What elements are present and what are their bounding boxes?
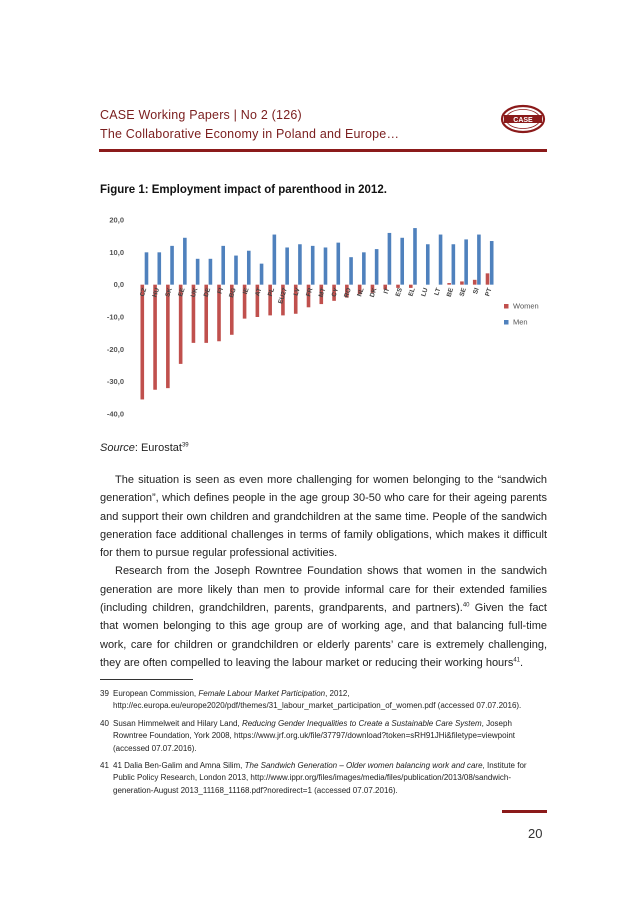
footnote-40: [100, 718, 547, 755]
category-label: RO: [343, 287, 353, 299]
footnote-title: Reducing Gender Inequalities to Create a Sustainable Care System: [241, 718, 482, 728]
bar-men-cy: [336, 243, 340, 285]
footnote-post: , Joseph Rowntree Foundation, York 2008, https://www.jrf.org.uk/file/37797/download?token=sRH91JHi&filetype=viewpoint (accessed 07.07.2016).: [113, 718, 516, 753]
footnote-rule: [100, 679, 193, 680]
category-label: DE: [202, 287, 213, 298]
bar-men-dk: [375, 249, 379, 285]
legend-swatch-men: [504, 320, 509, 325]
footnote-41: [100, 760, 547, 797]
svg-text:CASE: CASE: [513, 116, 533, 124]
category-label: LV: [292, 287, 302, 297]
category-label: SI: [472, 287, 481, 296]
category-label: IT: [382, 287, 392, 295]
category-label: EU27: [277, 287, 289, 305]
bar-men-lu: [426, 244, 430, 284]
bar-men-mt: [324, 247, 328, 284]
paragraph-2-part-b: Given the fact that women belonging to this age group are of working age, and that balancing full-time work, care for children or grandchildren or elderly parents’ care is extremely challenging, they are often compelled to leaving the labour market or reducing their working hours: [100, 602, 547, 669]
source-label: Source: [100, 442, 135, 454]
bar-men-it: [388, 233, 392, 285]
footnote-pre: European Commission,: [113, 689, 199, 698]
footnote-text: [113, 718, 547, 755]
bar-men-fr: [311, 246, 315, 285]
category-label: FR: [305, 287, 315, 298]
category-label: EE: [177, 287, 187, 298]
category-label: DK: [368, 287, 379, 299]
source-footnote-ref: 39: [181, 442, 189, 449]
footnote-ref-41[interactable]: 41: [513, 657, 521, 664]
bar-men-hu: [157, 252, 161, 284]
footnote-ref-40[interactable]: 40: [462, 602, 470, 609]
bar-women-be: [447, 283, 451, 285]
paragraph-2-part-a: Research from the Joseph Rowntree Foundation shows that women in the sandwich generation are more likely than men to provide informal care for their extended families (including children, grandchildren, parents, grandparents, and partners).: [100, 565, 547, 615]
bar-men-es: [400, 238, 404, 285]
category-label: EL: [407, 287, 417, 298]
bar-women-sk: [166, 285, 170, 388]
category-label: BG: [228, 287, 238, 299]
bar-men-se: [464, 239, 468, 284]
body-text: [100, 471, 547, 672]
y-tick-label: -10,0: [106, 312, 124, 322]
footnotes: [100, 688, 547, 802]
footnote-pre: 41 Dalia Ben-Galim and Amna Silim,: [113, 761, 245, 771]
header-series: CASE Working Papers | No 2 (126): [100, 108, 302, 122]
bar-men-lv: [298, 244, 302, 284]
bar-women-hu: [153, 285, 157, 390]
category-label: PT: [484, 287, 494, 298]
category-label: AT: [254, 287, 264, 298]
footnote-title: Female Labour Market Participation: [198, 689, 326, 698]
y-tick-label: -40,0: [106, 409, 124, 419]
footnote-title: The Sandwich Generation – Older women balancing work and care: [244, 761, 483, 771]
bar-men-ie: [247, 251, 251, 285]
bar-men-el: [413, 228, 417, 285]
footnote-pre: Susan Himmelweit and Hilary Land,: [113, 718, 242, 728]
y-tick-label: 10,0: [109, 247, 124, 257]
category-label: LT: [433, 287, 443, 297]
category-label: ES: [394, 287, 405, 298]
page-number: 20: [528, 826, 543, 841]
bar-men-cz: [145, 252, 149, 284]
bar-men-bg: [234, 256, 238, 285]
bar-men-uk: [196, 259, 200, 285]
bar-men-sk: [170, 246, 174, 285]
paragraph-2: [100, 562, 547, 672]
category-label: CY: [330, 287, 341, 298]
category-label: SK: [164, 287, 174, 298]
footnote-post: , 2012, http://ec.europa.eu/europe2020/pdf/themes/31_labour_market_participation_of_women.pdf (accessed 07.07.2016).: [113, 689, 522, 711]
category-label: HU: [151, 287, 162, 299]
footnote-39: [100, 688, 547, 713]
bar-men-ee: [183, 238, 187, 285]
category-label: UK: [189, 287, 200, 299]
category-label: SE: [458, 287, 468, 298]
bar-men-at: [260, 264, 264, 285]
header-rule: [99, 149, 547, 152]
bar-women-si: [473, 280, 477, 285]
footnote-number: 39: [100, 689, 109, 698]
paragraph-1: The situation is seen as even more challenging for women belonging to the “sandwich generation”, which defines people in the age group 30-50 who care for their ageing parents and support their own children and grandchildren at the same time. People of the sandwich generation face additional challenges in terms of family obligations, which makes it difficult for them to pursue regular professional activities.: [100, 474, 547, 560]
bar-men-nl: [362, 252, 366, 284]
bar-men-lt: [439, 235, 443, 285]
bar-men-eu27: [285, 247, 289, 284]
source-text: : Eurostat: [134, 442, 182, 454]
y-tick-label: -20,0: [106, 344, 124, 354]
bar-women-cz: [140, 285, 144, 400]
bar-men-ro: [349, 257, 353, 284]
bar-men-pt: [490, 241, 494, 285]
category-label: MT: [317, 287, 328, 299]
bar-men-si: [477, 235, 481, 285]
footnote-number: 41: [100, 761, 109, 771]
footnote-post: , Institute for Public Policy Research, London 2013, http://www.ippr.org/files/images/media/files/publication/2013/08/sandwich-generation-August 2013_11168_11168.pdf?noredirect=1 (accessed 07.07.2016).: [113, 761, 527, 795]
bar-women-pt: [486, 273, 490, 284]
category-label: NL: [356, 287, 366, 298]
legend-swatch-women: [504, 304, 509, 309]
case-logo: [500, 104, 546, 134]
y-tick-label: 20,0: [109, 215, 124, 225]
category-label: FI: [216, 287, 226, 295]
category-label: IE: [242, 287, 251, 296]
header-title: The Collaborative Economy in Poland and Europe…: [100, 127, 400, 141]
footnote-text: [113, 760, 547, 797]
footnote-number: 40: [100, 718, 109, 728]
legend-label-men: Men: [513, 317, 528, 327]
footer-rule: [502, 810, 547, 813]
bar-women-se: [460, 281, 464, 284]
y-tick-label: 0,0: [113, 280, 124, 290]
category-label: BE: [445, 287, 456, 298]
paragraph-2-end: .: [520, 656, 524, 669]
figure-title: Figure 1: Employment impact of parenthood in 2012.: [100, 184, 387, 196]
bar-men-pl: [273, 235, 277, 285]
category-label: LU: [420, 287, 430, 298]
footnote-text: [113, 688, 547, 713]
bar-men-be: [452, 244, 456, 284]
employment-chart: [96, 208, 556, 423]
bar-men-de: [209, 259, 213, 285]
category-label: CZ: [138, 287, 149, 298]
legend-label-women: Women: [513, 301, 539, 311]
category-label: PL: [266, 287, 277, 298]
y-tick-label: -30,0: [106, 377, 124, 387]
bar-men-fi: [221, 246, 225, 285]
figure-source: [100, 442, 189, 454]
